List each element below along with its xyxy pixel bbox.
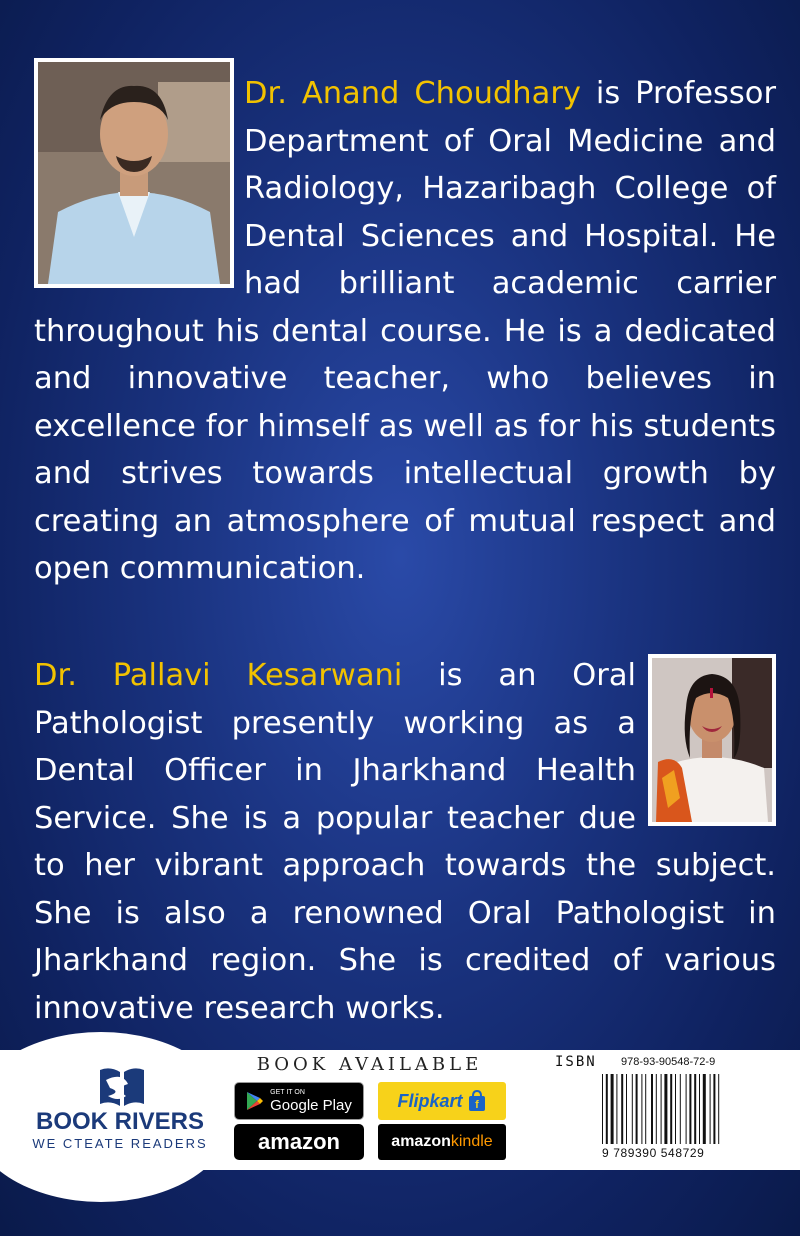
author1-name: Dr. Anand Choudhary [244,76,581,111]
barcode-bar [661,1074,662,1144]
barcode-bar [689,1074,691,1144]
author1-description: is Professor Department of Oral Medicine and Radiology, Hazaribagh College of Dental Sciences and Hospital. He had brilliant academic carrier throughout his dental course. He is a dedicated and innovative teacher, who believes in excellence for himself as well as for his students and strives towards intellectual growth by creating an atmosphere of mutual respect and open communication. [34,76,776,586]
author2-bio [34,652,776,1032]
amazon-kindle-label-b: kindle [450,1133,493,1150]
google-play-icon [246,1091,264,1111]
isbn-number: 978-93-90548-72-9 [621,1056,716,1068]
amazon-badge[interactable] [234,1124,364,1160]
svg-text:f: f [474,1099,479,1111]
barcode-bar [636,1074,638,1144]
barcode-bar [626,1074,627,1144]
barcode-bar [621,1074,623,1144]
author2-name: Dr. Pallavi Kesarwani [34,658,403,693]
publisher-name: BOOK RIVERS [35,1108,205,1135]
book-rivers-logo-icon [96,1066,148,1110]
barcode-bar [703,1074,706,1144]
flipkart-badge[interactable] [378,1082,506,1120]
flipkart-bag-icon [467,1090,487,1112]
barcode-bar [602,1074,603,1144]
author2-photo [648,654,776,826]
author1-bio [34,70,776,593]
author1-photo [34,58,234,288]
google-play-small-label: GET IT ON [270,1088,305,1096]
barcode-bar [694,1074,696,1144]
google-play-label: Google Play [270,1096,352,1114]
google-play-badge[interactable] [234,1082,364,1120]
barcode-bar [656,1074,657,1144]
amazon-kindle-badge[interactable] [378,1124,506,1160]
barcode-bar [670,1074,672,1144]
amazon-label: amazon [258,1129,340,1154]
barcode-bar [645,1074,646,1144]
availability-heading: BOOK AVAILABLE [256,1054,483,1075]
barcode-bar [718,1074,719,1144]
barcode-bar [686,1074,687,1144]
barcode-bar [710,1074,711,1144]
flipkart-label: Flipkart [397,1090,463,1111]
barcode-bar [699,1074,700,1144]
barcode-bar [616,1074,617,1144]
barcode-bar [680,1074,681,1144]
barcode-bar [713,1074,715,1144]
publisher-tagline: WE CTEATE READERS [32,1136,208,1151]
barcode-bar [641,1074,642,1144]
isbn-label: ISBN [555,1054,597,1070]
barcode-bar [632,1074,633,1144]
barcode-bar [651,1074,653,1144]
isbn-barcode [600,1074,752,1148]
barcode-bar [675,1074,676,1144]
author2-description: is an Oral Pathologist presently working as a Dental Officer in Jharkhand Health Service. She is a popular teacher due to her vibrant approach towards the subject. She is also a renowned Oral Pathologist in Jharkhand region. She is credited of various innovative research works. [34,658,776,1026]
barcode-bar [611,1074,614,1144]
barcode-bar [606,1074,608,1144]
barcode-digits: 9 789390 548729 [602,1146,705,1160]
amazon-kindle-label-a: amazon [391,1133,451,1150]
barcode-bar [664,1074,667,1144]
